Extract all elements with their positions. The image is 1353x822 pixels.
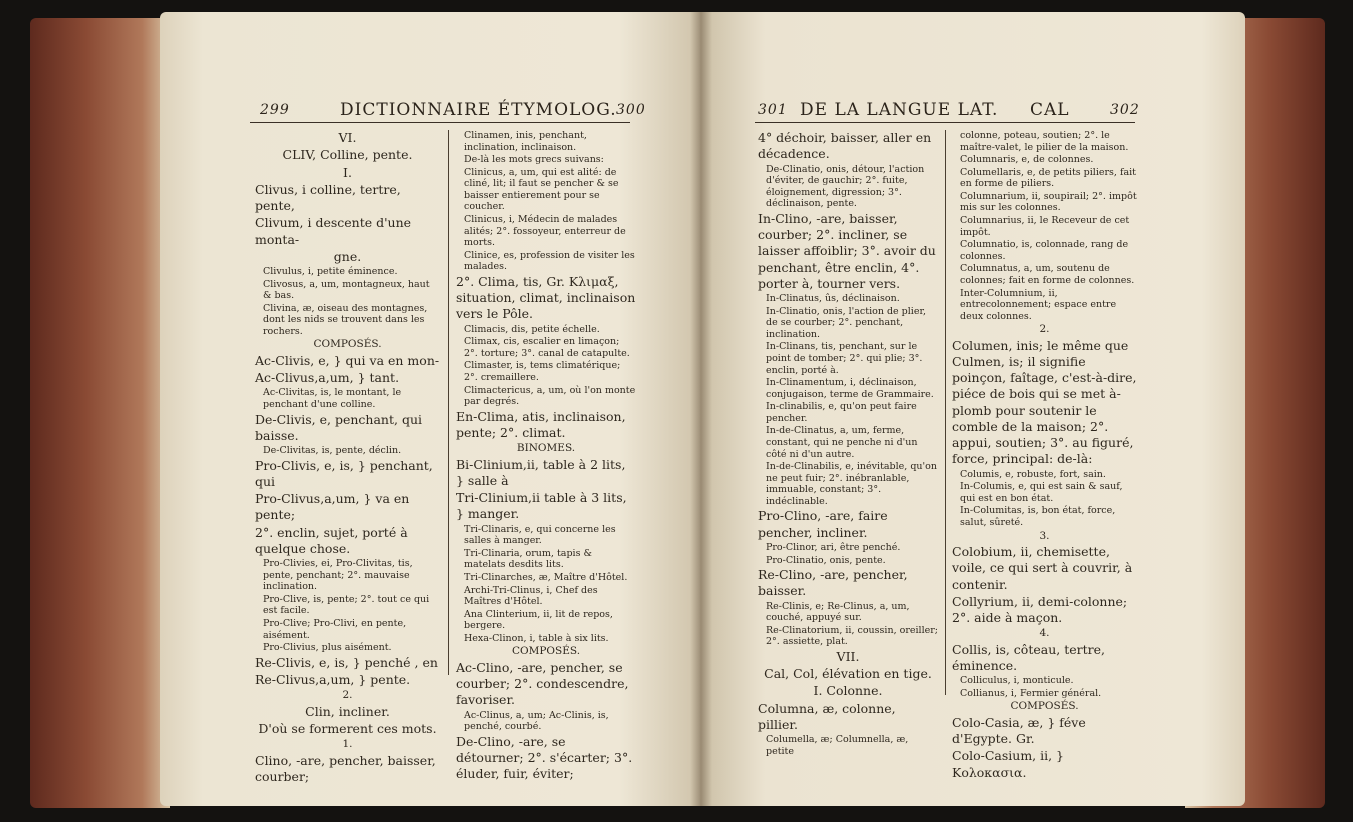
right-page [700, 12, 1245, 806]
text-line: En-Clima, atis, inclinaison, pente; 2°. climat. [456, 408, 626, 440]
text-line: Re-Clivus,a,um, } pente. [255, 672, 411, 688]
text-line: Clino, -are, pencher, baisser, courber; [255, 752, 436, 784]
text-line: D'où se formerent ces mots. [258, 720, 437, 736]
text-line: 3. [1039, 529, 1050, 542]
left-page-number: 299 [260, 102, 290, 118]
text-line: Collyrium, ii, demi-colonne; 2°. aide à maçon. [952, 593, 1128, 626]
left-page-column-2 [456, 130, 636, 784]
text-line: Pro-Clivies, ei, Pro-Clivitas, tis, pente, penchant; 2°. mauvaise inclination. [263, 558, 413, 593]
text-line: Clinamen, inis, penchant, inclination, inclinaison. [464, 130, 587, 153]
text-line: Colliculus, i, monticule. [960, 675, 1074, 687]
text-line: Columellaris, e, de petits piliers, fait en forme de piliers. [960, 166, 1136, 190]
text-line: Ac-Clino, -are, pencher, se courber; 2°. condescendre, favoriser. [456, 659, 629, 708]
text-line: Ac-Clivis, e, } qui va en mon- [255, 352, 440, 368]
text-line: Pro-Clivius, plus aisément. [263, 642, 392, 654]
left-page-edges [30, 18, 170, 808]
text-line: Columna, æ, colonne, pillier. [758, 700, 896, 732]
left-column-divider [448, 130, 449, 675]
text-line: Clinice, es, profession de visiter les malades. [464, 249, 635, 273]
text-line: Columnarium, ii, soupirail; 2°. impôt mis sur les colonnes. [960, 190, 1137, 214]
right-header-rule [755, 122, 1135, 123]
text-line: Columella, æ; Columnella, æ, petite [766, 734, 909, 757]
text-line: De-Clivis, e, penchant, qui baisse. [255, 411, 422, 443]
text-line: Cal, Col, élévation en tige. [764, 666, 932, 682]
text-line: Climaster, is, tems climatérique; 2°. cremaillere. [464, 360, 621, 383]
left-page-column-1 [255, 130, 440, 786]
left-header-rule [250, 122, 630, 123]
right-page-column-1 [758, 130, 938, 758]
text-line: VII. [836, 648, 860, 664]
right-header-subtitle: CAL [1030, 100, 1070, 120]
text-line: COMPOSÉS. [511, 645, 581, 658]
text-line: Columen, inis; le même que Culmen, is; il signifie poinçon, faîtage, c'est-à-dire, piéce de bois qui se met à-plomb pour soutenir le comble de la maison; 2°. appui, soutien; 3°. au figuré, force, principal: de-là: [952, 337, 1137, 467]
text-line: Columnatus, a, um, soutenu de colonnes; fait en forme de colonnes. [960, 263, 1135, 286]
text-line: Collis, is, côteau, tertre, éminence. [952, 641, 1105, 673]
text-line: Columis, e, robuste, fort, sain. [960, 468, 1106, 480]
text-line: De-là les mots grecs suivans: [464, 154, 604, 166]
text-line: In-de-Clinabilis, e, inévitable, qu'on ne peut fuir; 2°. inébranlable, immuable, constant; 3°. indéclinable. [766, 461, 937, 507]
text-line: COMPOSÉS. [313, 338, 382, 351]
text-line: Pro-Clinatio, onis, pente. [766, 554, 886, 566]
text-line: Clivina, æ, oiseau des montagnes, dont les nids se trouvent dans les rochers. [263, 302, 428, 337]
text-line: Clivus, i colline, tertre, pente, [255, 181, 401, 213]
text-line: Colo-Casium, ii, } Κολοκασια. [952, 748, 1065, 780]
text-line: Ac-Clinus, a, um; Ac-Clinis, is, penché, courbé. [464, 709, 609, 733]
text-line: Archi-Tri-Clinus, i, Chef des Maîtres d'Hôtel. [464, 584, 598, 608]
text-line: COMPOSÉS. [1010, 700, 1079, 713]
text-line: 1. [342, 738, 353, 751]
text-line: Bi-Clinium,ii, table à 2 lits, } salle à [456, 456, 626, 488]
text-line: Pro-Clive; Pro-Clivi, en pente, aisément. [263, 618, 407, 641]
text-line: Clinicus, i, Médecin de malades alités; 2°. fossoyeur, enterreur de morts. [464, 214, 626, 249]
text-line: De-Clinatio, onis, détour, l'action d'éviter, de gauchir; 2°. fuite, éloignement, digression; 3°. déclinaison, pente. [766, 163, 925, 210]
text-line: In-Clinatus, ûs, déclinaison. [766, 293, 900, 305]
text-line: Re-Clino, -are, pencher, baisser. [758, 567, 908, 599]
text-line: I. Colonne. [813, 683, 883, 699]
text-line: Climacis, dis, petite échelle. [464, 323, 600, 335]
text-line: In-Clinans, tis, penchant, sur le point de tomber; 2°. qui plie; 3°. enclin, porté à. [766, 341, 923, 376]
text-line: De-Clino, -are, se détourner; 2°. s'écarter; 3°. éluder, fuir, éviter; [456, 733, 633, 782]
left-page [160, 12, 700, 806]
text-line: Re-Clivis, e, is, } penché , en [255, 654, 438, 670]
text-line: In-de-Clinatus, a, um, ferme, constant, qui ne penche ni d'un côté ni d'un autre. [766, 425, 918, 460]
text-line: In-Clinamentum, i, déclinaison, conjugaison, terme de Grammaire. [766, 377, 934, 400]
right-page-number: 302 [1110, 102, 1140, 118]
text-line: In-Clino, -are, baisser, courber; 2°. incliner, se laisser affoiblir; 3°. avoir du penchant, être enclin, 4°. porter à, tourner vers. [758, 210, 936, 291]
text-line: Re-Clinis, e; Re-Clinus, a, um, couché, appuyé sur. [766, 600, 910, 624]
text-line: Clivulus, i, petite éminence. [263, 266, 398, 277]
text-line: Clin, incliner. [305, 703, 390, 719]
text-line: Tri-Clinium,ii table à 3 lits, } manger. [456, 490, 627, 522]
left-column-number: 300 [616, 102, 646, 118]
text-line: Collianus, i, Fermier général. [960, 687, 1102, 699]
text-line: Colobium, ii, chemisette, voile, ce qui sert à couvrir, à contenir. [952, 544, 1133, 592]
text-line: Clivosus, a, um, montagneux, haut & bas. [263, 278, 430, 302]
text-line: Inter-Columnium, ii, entrecolonnement; espace entre deux colonnes. [960, 287, 1117, 322]
text-line: Columnarius, ii, le Receveur de cet impôt. [960, 215, 1130, 238]
text-line: Columnaris, e, de colonnes. [960, 154, 1094, 166]
text-line: De-Clivitas, is, pente, déclin. [263, 445, 402, 457]
text-line: 2°. Clima, tis, Gr. Κλιμαξ, situation, climat, inclinaison vers le Pôle. [456, 273, 636, 322]
text-line: Columnatio, is, colonnade, rang de colonnes. [960, 239, 1129, 262]
text-line: VI. [338, 130, 357, 145]
text-line: Ac-Clivitas, is, le montant, le penchant d'une colline. [263, 387, 402, 410]
text-line: Clinicus, a, um, qui est alité: de cliné, lit; il faut se pencher & se baisser entierement pour se coucher. [464, 166, 619, 213]
text-line: Pro-Clinor, ari, être penché. [766, 541, 901, 553]
right-header-title: DE LA LANGUE LAT. [800, 100, 999, 120]
text-line: 2. [342, 689, 353, 702]
text-line: 4. [1039, 627, 1050, 640]
text-line: In-Columis, e, qui est sain & sauf, qui est en bon état. [960, 481, 1123, 504]
right-column-number: 301 [758, 102, 788, 118]
text-line: In-Columitas, is, bon état, force, salut, sûreté. [960, 505, 1116, 528]
text-line: Tri-Clinaris, e, qui concerne les salles à manger. [464, 523, 616, 547]
book-gutter [690, 12, 712, 806]
right-page-column-2 [952, 130, 1137, 782]
text-line: Climactericus, a, um, où l'on monte par degrés. [464, 384, 636, 408]
left-header-title: DICTIONNAIRE ÉTYMOLOG. [340, 100, 617, 120]
text-line: CLIV, Colline, pente. [282, 147, 413, 163]
text-line: 2. [1039, 323, 1050, 336]
text-line: In-Clinatio, onis, l'action de plier, de se courber; 2°. penchant, inclination. [766, 305, 926, 340]
text-line: Pro-Clive, is, pente; 2°. tout ce qui est facile. [263, 593, 430, 617]
text-line: Tri-Clinaria, orum, tapis & matelats desdits lits. [464, 547, 592, 571]
text-line: Climax, cis, escalier en limaçon; 2°. torture; 3°. canal de catapulte. [464, 336, 630, 359]
text-line: Ana Clinterium, ii, lit de repos, bergere. [464, 608, 613, 632]
text-line: In-clinabilis, e, qu'on peut faire pencher. [766, 401, 917, 424]
text-line: BINOMES. [516, 442, 576, 455]
text-line: Pro-Clino, -are, faire pencher, incliner. [758, 508, 888, 540]
right-column-divider [945, 130, 946, 695]
text-line: 2°. enclin, sujet, porté à quelque chose. [255, 524, 408, 556]
text-line: Pro-Clivis, e, is, } penchant, qui [255, 457, 433, 489]
text-line: Clivum, i descente d'une monta- [255, 215, 412, 247]
text-line: Colo-Casia, æ, } féve d'Egypte. Gr. [952, 714, 1086, 747]
text-line: gne. [333, 248, 362, 264]
text-line: Ac-Clivus,a,um, } tant. [255, 370, 400, 386]
text-line: Tri-Clinarches, æ, Maître d'Hôtel. [464, 571, 628, 583]
text-line: I. [343, 164, 352, 180]
text-line: 4° déchoir, baisser, aller en décadence. [758, 130, 932, 162]
text-line: Hexa-Clinon, i, table à six lits. [464, 632, 609, 644]
text-line: Re-Clinatorium, ii, coussin, oreiller; 2°. assiette, plat. [766, 624, 938, 648]
text-line: colonne, poteau, soutien; 2°. le maître-valet, le pilier de la maison. [960, 130, 1129, 153]
text-line: Pro-Clivus,a,um, } va en pente; [255, 491, 410, 523]
